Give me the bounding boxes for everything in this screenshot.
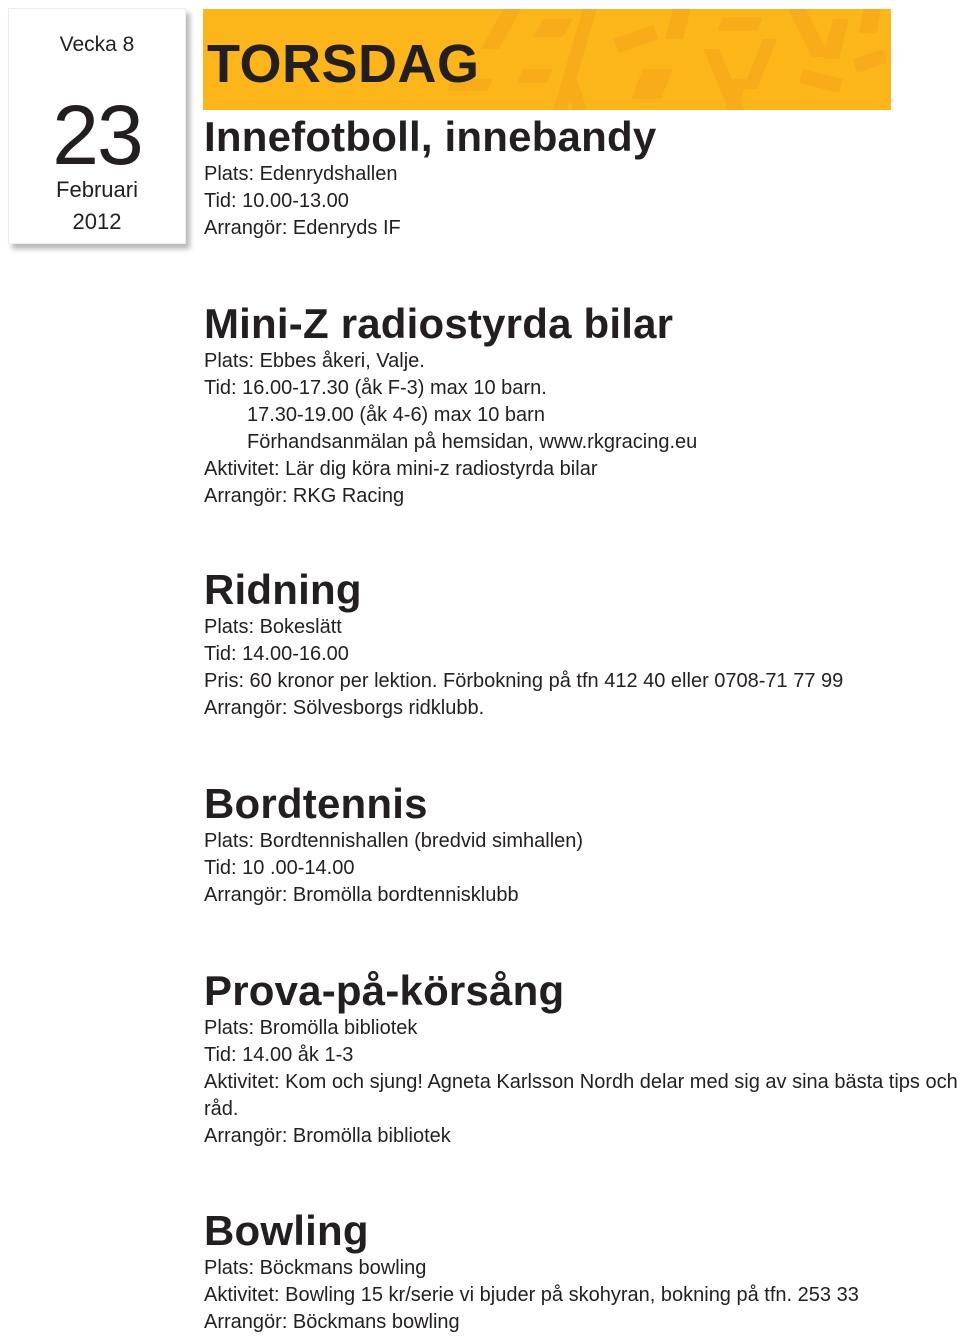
event-innefotboll bbox=[204, 113, 960, 242]
week-label: Vecka 8 bbox=[59, 33, 135, 56]
date-card bbox=[8, 8, 186, 244]
year-label: 2012 bbox=[72, 209, 122, 234]
weekday-banner bbox=[203, 9, 891, 110]
event-activity: Aktivitet: Bowling 15 kr/serie vi bjuder på skohyran, bokning på tfn. 253 33 bbox=[204, 1284, 859, 1306]
event-mini-z bbox=[204, 300, 960, 510]
event-korsang bbox=[204, 967, 960, 1150]
event-place: Plats: Bokeslätt bbox=[204, 616, 342, 638]
event-place: Plats: Ebbes åkeri, Valje. bbox=[204, 350, 425, 372]
event-place: Plats: Bordtennishallen (bredvid simhallen) bbox=[204, 830, 584, 852]
event-price: Pris: 60 kronor per lektion. Förbokning på tfn 412 40 eller 0708-71 77 99 bbox=[204, 670, 844, 692]
event-place: Plats: Edenrydshallen bbox=[204, 163, 398, 185]
event-organizer: Arrangör: Bromölla bordtennisklubb bbox=[204, 884, 519, 906]
event-organizer: Arrangör: Edenryds IF bbox=[204, 217, 401, 239]
event-title: Bordtennis bbox=[204, 780, 428, 827]
event-title: Innefotboll, innebandy bbox=[204, 113, 657, 160]
event-time: Tid: 14.00-16.00 bbox=[204, 643, 349, 665]
event-registration-note: Förhandsanmälan på hemsidan, www.rkgracing.eu bbox=[247, 431, 698, 453]
weekday-title: TORSDAG bbox=[207, 34, 480, 94]
event-ridning bbox=[204, 566, 960, 722]
event-bowling bbox=[204, 1207, 960, 1336]
event-bordtennis bbox=[204, 780, 960, 909]
event-title: Ridning bbox=[204, 566, 362, 613]
event-time: Tid: 14.00 åk 1-3 bbox=[204, 1044, 354, 1066]
event-title: Bowling bbox=[204, 1207, 369, 1254]
event-time: Tid: 10 .00-14.00 bbox=[204, 857, 355, 879]
event-organizer: Arrangör: Sölvesborgs ridklubb. bbox=[204, 697, 485, 719]
event-activity: Aktivitet: Lär dig köra mini-z radiostyrda bilar bbox=[204, 458, 598, 480]
event-organizer: Arrangör: Böckmans bowling bbox=[204, 1311, 460, 1333]
event-time: Tid: 10.00-13.00 bbox=[204, 190, 349, 212]
day-number: 23 bbox=[52, 88, 142, 182]
event-activity: Aktivitet: Kom och sjung! Agneta Karlsson Nordh delar med sig av sina bästa tips och råd. bbox=[204, 1071, 958, 1120]
event-title: Mini-Z radiostyrda bilar bbox=[204, 300, 674, 347]
event-time: Tid: 16.00-17.30 (åk F-3) max 10 barn. bbox=[204, 377, 547, 399]
event-time-continued: 17.30-19.00 (åk 4-6) max 10 barn bbox=[247, 404, 545, 426]
event-place: Plats: Bromölla bibliotek bbox=[204, 1017, 418, 1039]
event-organizer: Arrangör: RKG Racing bbox=[204, 485, 405, 507]
event-organizer: Arrangör: Bromölla bibliotek bbox=[204, 1125, 451, 1147]
event-title: Prova-på-körsång bbox=[204, 967, 565, 1014]
month-label: Februari bbox=[56, 177, 138, 202]
event-place: Plats: Böckmans bowling bbox=[204, 1257, 427, 1279]
